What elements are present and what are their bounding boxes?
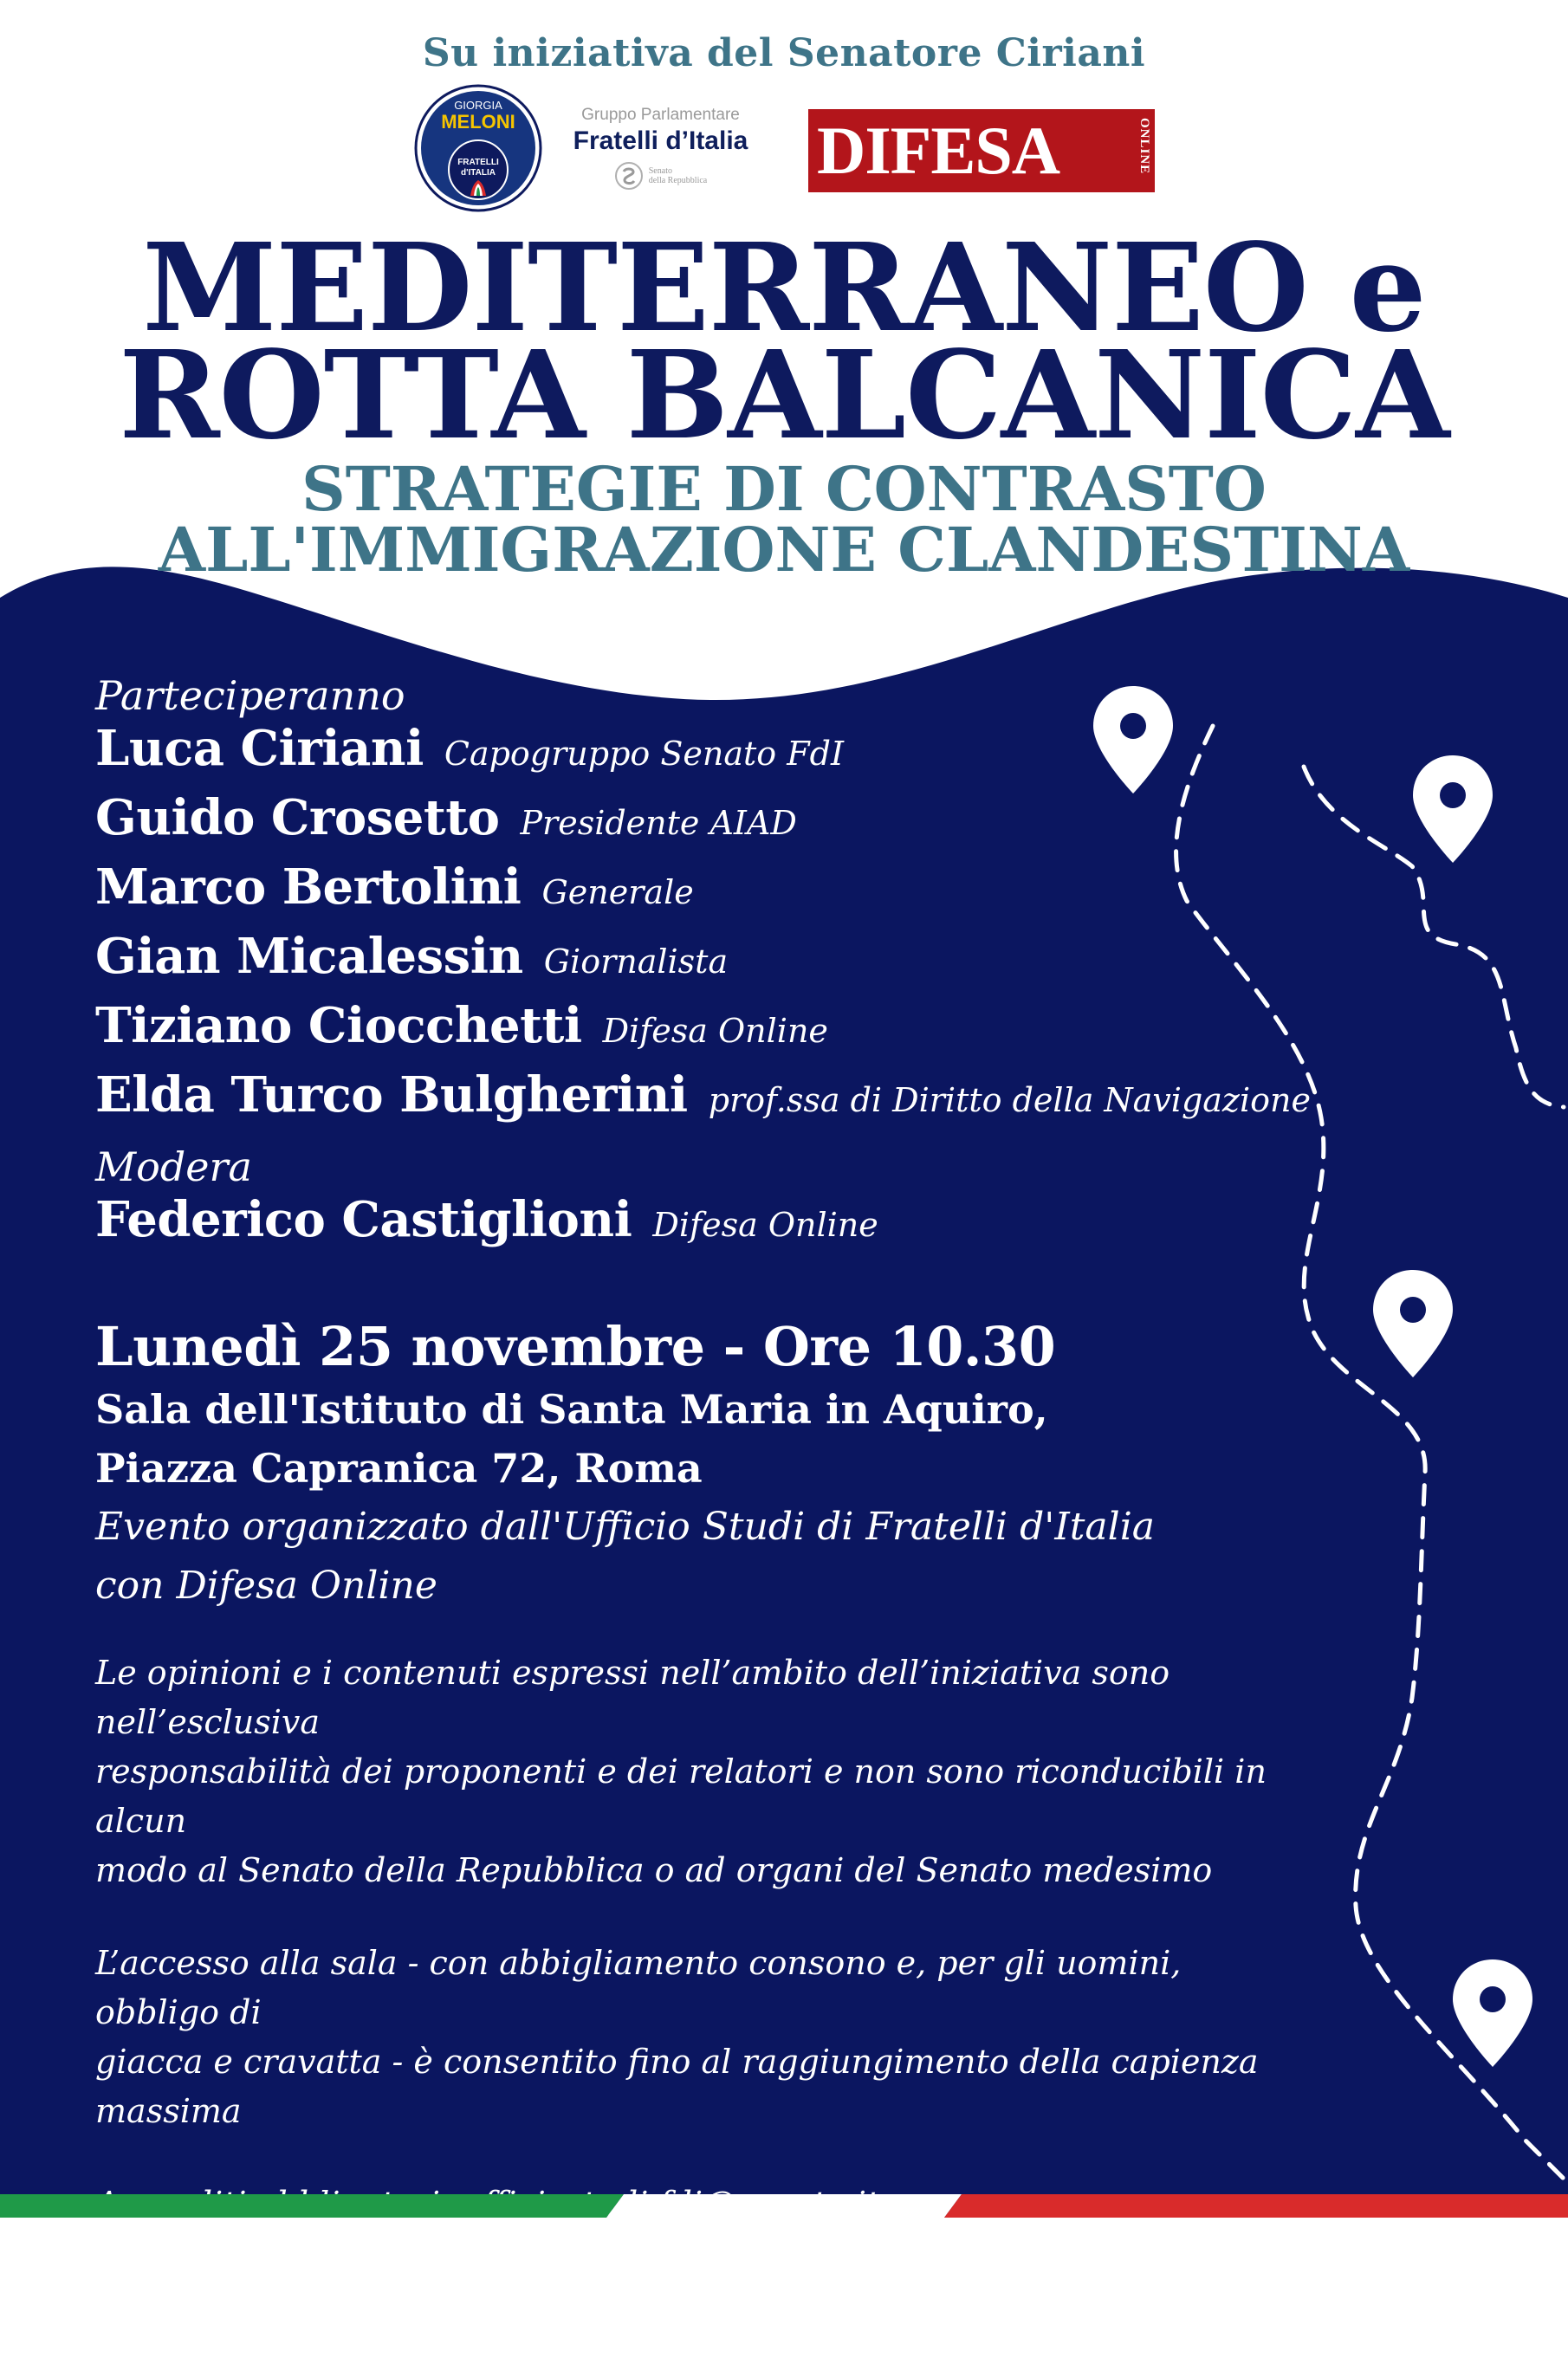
meloni-fdi-logo [413,83,543,213]
event-date-time: Lunedì 25 novembre - Ore 10.30 [95,1315,1056,1378]
participant-name: Elda Turco Bulgherini [95,1066,688,1124]
disclaimer-line: Le opinioni e i contenuti espressi nell’ambito dell’iniziativa sono nell’esclusiva [95,1654,1170,1741]
map-pin-icon [1453,1959,1532,2067]
participant-row [95,1066,1311,1136]
participant-name: Gian Micalessin [95,928,523,985]
moderator-label: Modera [95,1143,252,1190]
difesa-side: ONLINE [1137,118,1151,175]
initiative-line: Su iniziativa del Senatore Ciriani [422,31,1146,75]
gruppo-parlamentare-logo [554,106,767,191]
senato-mark [554,161,767,191]
moderator-row [95,1191,1291,1260]
difesa-online-logo [808,109,1155,192]
participants-label: Parteciperanno [95,672,405,719]
event-title-line2: ROTTA BALCANICA [119,325,1449,467]
disclaimer-line: responsabilità dei proponenti e dei relatori e non sono riconducibili in alcun [95,1752,1267,1840]
gruppo-line1: Gruppo Parlamentare [581,106,740,124]
access-line: L’accesso alla sala - con abbigliamento consono e, per gli uomini, obbligo di [95,1944,1182,2031]
participant-name: Marco Bertolini [95,858,522,916]
participant-role: prof.ssa di Diritto della Navigazione [708,1081,1311,1119]
participant-row [95,720,1291,789]
meloni-line1: GIORGIA [454,99,502,112]
participant-row [95,997,1291,1066]
participant-name: Tiziano Ciocchetti [95,997,582,1054]
participant-name: Guido Crosetto [95,789,500,846]
participant-row [95,928,1291,997]
senato-emblem-icon [614,161,644,191]
access-line: giacca e cravatta - è consentito fino al raggiungimento della capienza massima [95,2043,1259,2130]
difesa-main: DIFESA [817,113,1060,188]
map-pin-icon [1413,755,1493,863]
map-pin-icon [1373,1270,1453,1377]
participant-row [95,789,1291,858]
accreditation-line: I giornalisti devono accreditarsi secondo le modalità consuete inviando un fax [95,2234,1286,2322]
meloni-line3: FRATELLI [457,158,499,167]
event-venue-line2: Piazza Capranica 72, Roma [95,1445,703,1492]
moderator-name: Federico Castiglioni [95,1191,632,1248]
meloni-line4: d'ITALIA [461,168,496,178]
gruppo-line2: Fratelli d’Italia [573,126,748,155]
italian-flag-stripe [0,2194,1568,2218]
disclaimer-line: modo al Senato della Repubblica o ad organi del Senato medesimo [95,1851,1213,1889]
event-organizer-line2: con Difesa Online [95,1564,437,1608]
participant-role: Capogruppo Senato FdI [444,735,844,773]
event-subtitle-line2: ALL'IMMIGRAZIONE CLANDESTINA [158,514,1410,586]
event-organizer-line1: Evento organizzato dall'Ufficio Studi di Fratelli d'Italia [95,1505,1156,1549]
event-title-line1: MEDITERRANEO e [142,217,1426,359]
accreditation-line: al numero 06.6706.2947 [95,2333,506,2371]
event-details [95,671,1311,2377]
participant-role: Difesa Online [602,1012,828,1050]
participant-role: Giornalista [543,942,729,981]
senato-line2: della Repubblica [648,176,708,185]
moderator-role: Difesa Online [652,1206,878,1244]
participant-role: Presidente AIAD [520,804,797,842]
participant-name: Luca Ciriani [95,720,424,777]
event-subtitle-line1: STRATEGIE DI CONTRASTO [301,453,1267,525]
participant-role: Generale [541,873,694,911]
access-text [95,1939,1291,2136]
event-venue-line1: Sala dell'Istituto di Santa Maria in Aquiro, [95,1386,1048,1433]
disclaimer-text [95,1648,1291,1895]
meloni-line2: MELONI [441,111,515,133]
logos-row [0,83,1568,222]
participant-row [95,858,1291,928]
senato-line1: Senato [648,166,672,176]
